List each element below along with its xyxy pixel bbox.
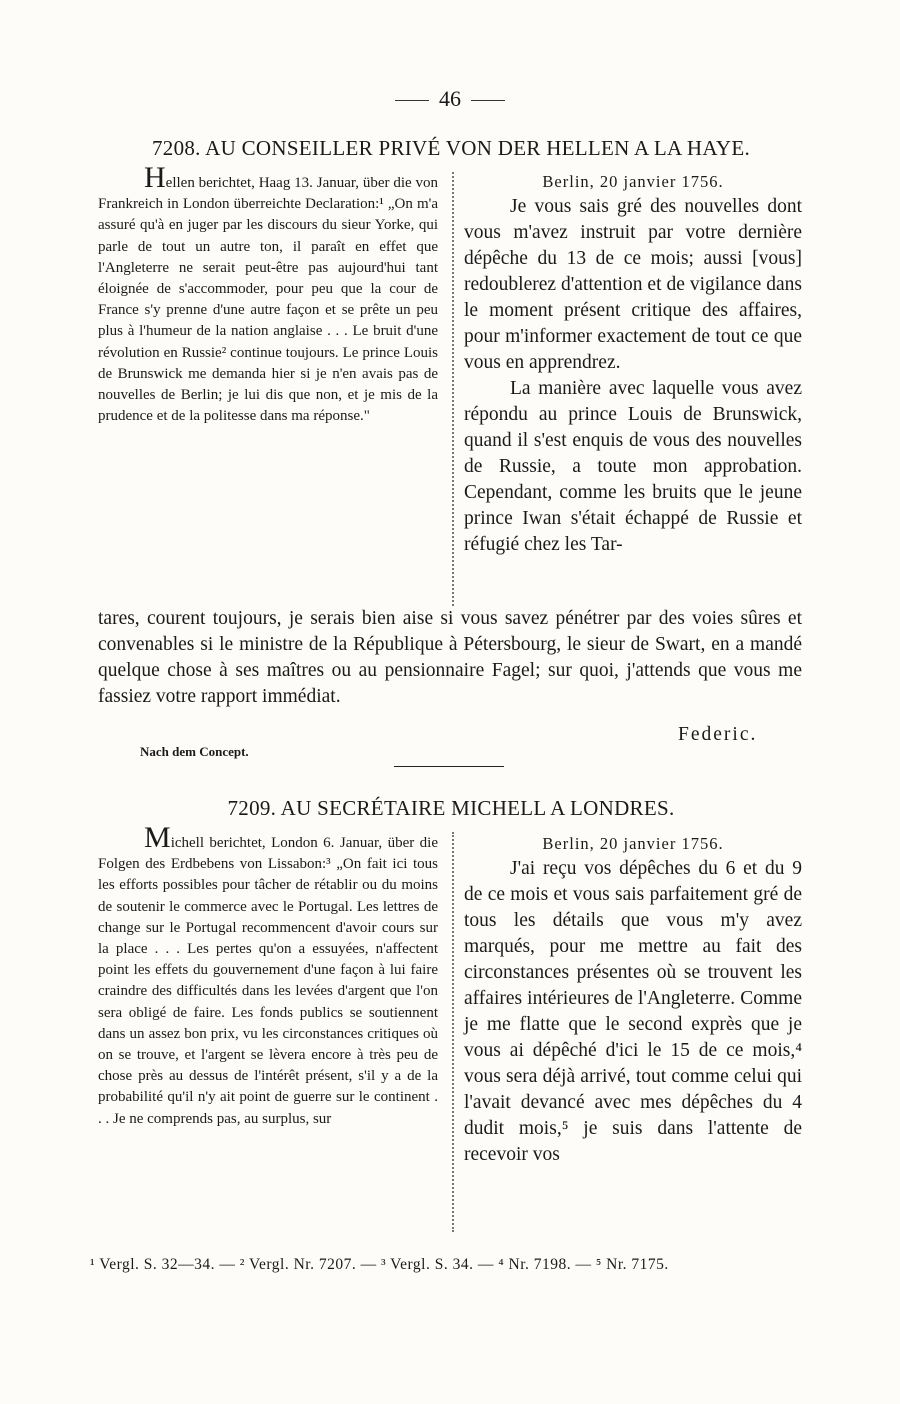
letter1-source-note: Nach dem Concept. bbox=[140, 744, 249, 759]
letter1-para1: Je vous sais gré des nouvelles dont vous m'avez instruit par votre dernière dépêche du 13 de ce mois; aussi [vous] redoublerez d'attention et de vigilance dans le moment présent critique des affaires, pour m'informer exactement de tout ce que vous en apprendrez. bbox=[464, 196, 802, 373]
letter2-dateline: Berlin, 20 janvier 1756. bbox=[542, 834, 724, 853]
page-number-rule-right bbox=[471, 100, 505, 101]
letter1-dateline: Berlin, 20 janvier 1756. bbox=[542, 172, 724, 191]
letter1-body bbox=[464, 172, 802, 558]
letter1-heading: 7208. AU CONSEILLER PRIVÉ VON DER HELLEN A LA HAYE. bbox=[151, 136, 751, 160]
letter1-para2: La manière avec laquelle vous avez répondu au prince Louis de Brunswick, quand il s'est enquis de vous des nouvelles de Russie, a toute mon approbation. Cependant, comme les bruits que le jeune prince Iwan s'était échappé de Russie et réfugié chez les Tar- bbox=[464, 378, 802, 555]
letter1-para2-continued: tares, courent toujours, je serais bien aise si vous savez pénétrer par des voies sûres et convenables si le ministre de la République à Pétersbourg, le sieur de Swart, en a mandé quelque chose à ses maîtres ou au pensionnaire Fagel; sur quoi, j'attends que vous me fassiez votre rapport immédiat. bbox=[98, 608, 802, 707]
letter2-para1: J'ai reçu vos dépêches du 6 et du 9 de ce mois et vous sais parfaitement gré de tous les détails que vous m'y avez marqués, pour me mettre au fait des circonstances présentes où se trouvent les affaires intérieures de l'Angleterre. Comme je me flatte que le second exprès que je vous ai dépêché d'ici le 15 de ce mois,⁴ vous sera déjà arrivé, tout comme celui qui l'avait devancé avec mes dépêches du 4 dudit mois,⁵ je suis dans l'attente de recevoir vos bbox=[464, 858, 802, 1165]
letter2-heading: 7209. AU SECRÉTAIRE MICHELL A LONDRES. bbox=[227, 796, 675, 820]
footnotes: ¹ Vergl. S. 32—34. — ² Vergl. Nr. 7207. — ³ Vergl. S. 34. — ⁴ Nr. 7198. — ⁵ Nr. 7175. bbox=[90, 1256, 669, 1273]
page-number bbox=[0, 86, 900, 112]
letter2-summary-text: ichell berichtet, London 6. Januar, über die Folgen des Erdbebens von Lissabon:³ „On fait ici tous les efforts possibles pour tâcher de rétablir ou du moins de soutenir le commerce avec le Portugal. Les lettres de change sur le Portugal recommencent d'avoir cours sur la place . . . Les pertes qu'on a essuyées, n'affectent point les effets du gouvernement d'une façon à lui faire craindre des difficultés dans les levées d'argent que l'on sera obligé de faire. Les fonds publics se soutiennent dans un assez bon prix, vu les circonstances critiques où on se trouve, et l'argent se lèvera encore à très peu de chose près au dessus de l'intérêt présent, s'il y a de la probabilité qu'il n'y ait point de guerre sur le continent . . . Je ne comprends pas, au surplus, sur bbox=[98, 835, 438, 1127]
page-number-rule-left bbox=[395, 100, 429, 101]
letter2-summary bbox=[98, 821, 438, 1130]
column-divider bbox=[452, 172, 454, 606]
letter1-signature: Federic. bbox=[678, 724, 758, 745]
letter1-summary bbox=[98, 161, 438, 427]
letter1-summary-initial: H bbox=[144, 161, 166, 194]
letter2-body bbox=[464, 834, 802, 1168]
section-separator bbox=[394, 766, 504, 767]
page-number-text: 46 bbox=[439, 86, 461, 111]
column-divider-2 bbox=[452, 832, 454, 1232]
letter1-summary-text: ellen berichtet, Haag 13. Januar, über die von Frankreich in London überreichte Declaration:¹ „On m'a assuré qu'à en juger par les discours du sieur Yorke, qui parle de tout un autre ton, il paraît en effet que l'Angleterre ne serait peut-être pas aujourd'hui tant éloignée de s'accommoder, pour peu que la cour de France s'y prenne d'une autre façon et se prête un peu plus à l'humeur de la nation anglaise . . . Le bruit d'une révolution en Russie² continue toujours. Le prince Louis de Brunswick me demanda hier si je n'en avais pas de nouvelles de Berlin; je lui dis que non, et je mis de la prudence et de la politesse dans ma réponse." bbox=[98, 175, 438, 425]
letter2-summary-initial: M bbox=[144, 821, 171, 854]
